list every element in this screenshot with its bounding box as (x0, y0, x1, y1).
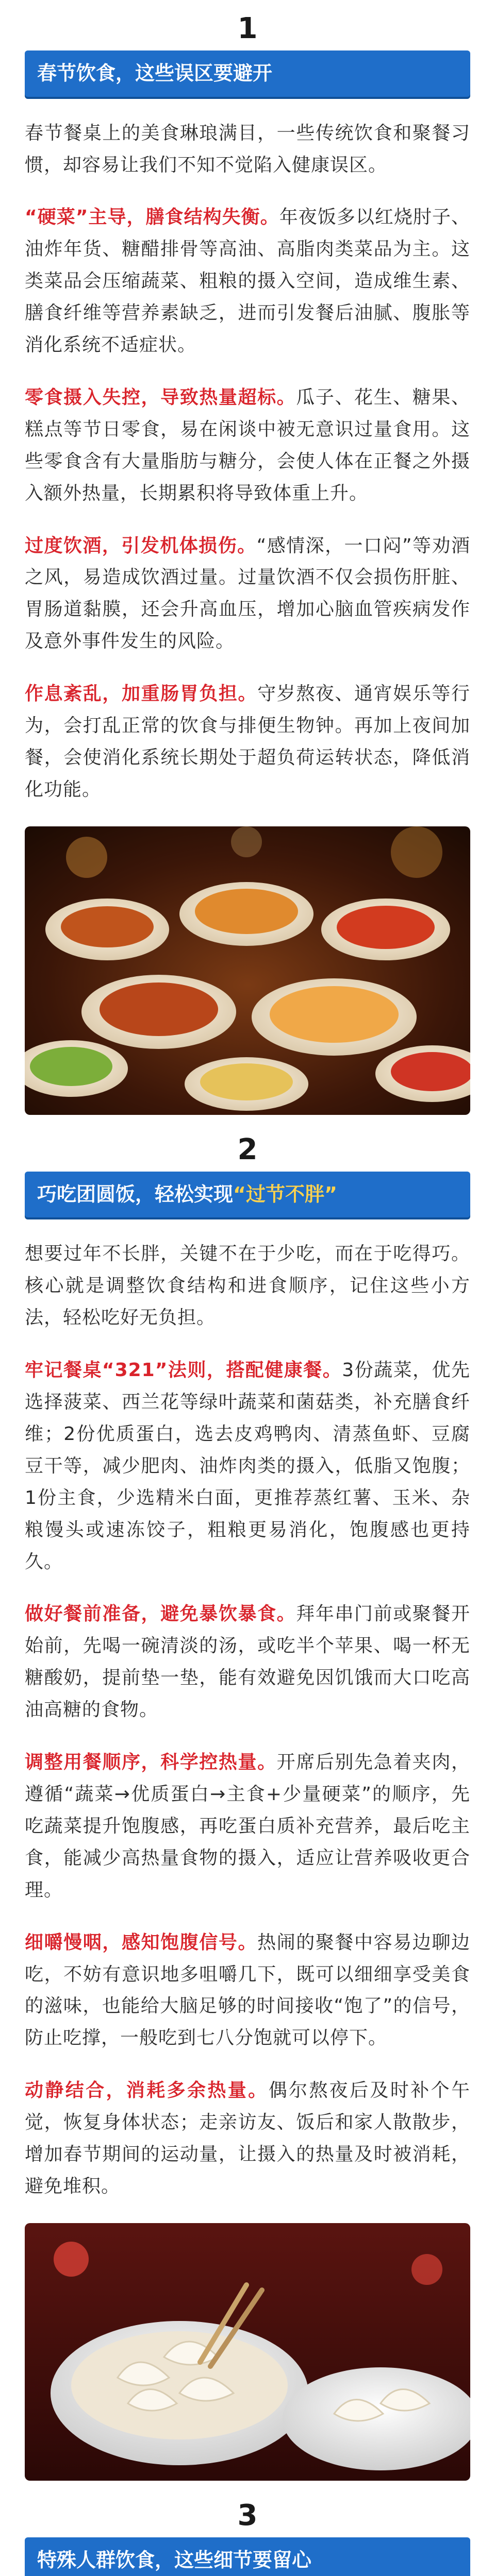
tip-body: 偶尔熬夜后及时补个午觉，恢复身体状态；走亲访友、饭后和家人散散步，增加春节期间的运动量，让摄入的热量及时被消耗，避免堆积。 (25, 2080, 470, 2197)
dumplings-photo (25, 2223, 470, 2481)
tip-lead: “硬菜”主导，膳食结构失衡。 (25, 207, 279, 228)
section-title-highlight: “过节不胖” (233, 1182, 337, 1206)
tip-paragraph (25, 1598, 470, 1726)
tip-paragraph (25, 1927, 470, 2055)
tip-lead: 细嚼慢咽，感知饱腹信号。 (25, 1931, 258, 1953)
section-title: 春节饮食，这些误区要避开 (25, 50, 470, 97)
feast-table-photo (25, 826, 470, 1115)
section-3-header (25, 2498, 470, 2576)
section-number: 3 (237, 2498, 258, 2532)
tip-lead: 作息紊乱，加重肠胃负担。 (25, 683, 258, 705)
tip-lead: 做好餐前准备，避免暴饮暴食。 (25, 1603, 296, 1625)
feast-illustration (25, 826, 470, 1115)
dumplings-illustration (25, 2223, 470, 2481)
tip-body: 热闹的聚餐中容易边聊边吃，不妨有意识地多咀嚼几下，既可以细细享受美食的滋味，也能给大脑足够的时间接收“饱了”的信号，防止吃撑，一般吃到七八分饱就可以停下。 (25, 1931, 470, 2049)
section-title-main: 巧吃团圆饭，轻松实现 (37, 1182, 234, 1206)
section-number: 2 (237, 1132, 258, 1166)
tip-paragraph (25, 1354, 470, 1578)
article (0, 14, 495, 2576)
section-title (25, 1172, 470, 1218)
tip-body: 年夜饭多以红烧肘子、油炸年货、糖醋排骨等高油、高脂肉类菜品为主。这类菜品会压缩蔬菜、粗粮的摄入空间，造成维生素、膳食纤维等营养素缺乏，进而引发餐后油腻、腹胀等消化系统不适症状。 (25, 207, 470, 356)
tip-paragraph (25, 530, 470, 658)
tip-lead: 牢记餐桌“321”法则，搭配健康餐。 (25, 1360, 342, 1381)
section-number: 1 (237, 12, 258, 45)
section-intro: 春节餐桌上的美食琳琅满目，一些传统饮食和聚餐习惯，却容易让我们不知不觉陷入健康误区。 (25, 122, 470, 176)
section-title: 特殊人群饮食，这些细节要留心 (25, 2537, 470, 2576)
tip-paragraph (25, 678, 470, 806)
tip-paragraph (25, 1747, 470, 1906)
tip-body: 瓜子、花生、糖果、糕点等节日零食，易在闲谈中被无意识过量食用。这些零食含有大量脂肪与糖分，会使人体在正餐之外摄入额外热量，长期累积将导致体重上升。 (25, 386, 470, 504)
tip-body: 3份蔬菜，优先选择菠菜、西兰花等绿叶蔬菜和菌菇类，补充膳食纤维；2份优质蛋白，选去皮鸡鸭肉、清蒸鱼虾、豆腐豆干等，减少肥肉、油炸肉类的摄入，低脂又饱腹；1份主食，少选精米白面，更推荐蒸红薯、玉米、杂粮馒头或速冻饺子，粗粮更易消化，饱腹感也更持久。 (25, 1360, 471, 1572)
tip-body: 拜年串门前或聚餐开始前，先喝一碗清淡的汤，或吃半个苹果、喝一杯无糖酸奶，提前垫一垫，能有效避免因饥饿而大口吃高油高糖的食物。 (25, 1603, 470, 1721)
tip-body: “感情深，一口闷”等劝酒之风，易造成饮酒过量。过量饮酒不仅会损伤肝脏、胃肠道黏膜，还会升高血压，增加心脑血管疾病发作及意外事件发生的风险。 (25, 535, 470, 652)
tip-lead: 动静结合，消耗多余热量。 (25, 2080, 269, 2102)
section-1-header (25, 14, 470, 97)
tip-paragraph (25, 201, 470, 361)
tip-body: 开席后别先急着夹肉，遵循“蔬菜→优质蛋白→主食+少量硬菜”的顺序，先吃蔬菜提升饱腹感，再吃蛋白质补充营养，最后吃主食，能减少高热量食物的摄入，适应让营养吸收更合理。 (25, 1752, 470, 1901)
tip-lead: 过度饮酒，引发机体损伤。 (25, 535, 257, 556)
tip-paragraph (25, 382, 470, 510)
tip-lead: 调整用餐顺序，科学控热量。 (25, 1752, 277, 1773)
section-2-header (25, 1132, 470, 1218)
tip-paragraph (25, 2075, 470, 2202)
tip-lead: 零食摄入失控，导致热量超标。 (25, 386, 296, 408)
tip-body: 守岁熬夜、通宵娱乐等行为，会打乱正常的饮食与排便生物钟。再加上夜间加餐，会使消化系统长期处于超负荷运转状态，降低消化功能。 (25, 683, 470, 800)
section-intro: 想要过年不长胖，关键不在于少吃，而在于吃得巧。核心就是调整饮食结构和进食顺序，记住这些小方法，轻松吃好无负担。 (25, 1243, 470, 1329)
